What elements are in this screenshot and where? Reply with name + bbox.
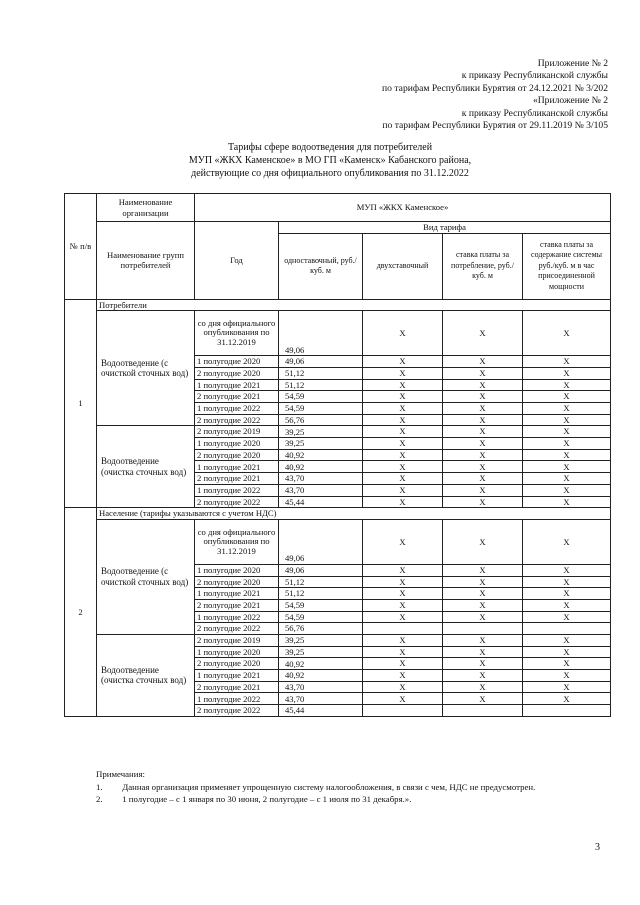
period-cell: со дня официального опубликования по 31.12.2019 [195, 519, 279, 564]
tariff-value: 56,76 [279, 414, 363, 426]
header-one-part: одноставочный, руб./ куб. м [279, 233, 363, 299]
appendix-line: «Приложение № 2 [532, 95, 608, 107]
not-applicable-mark: X [443, 693, 523, 705]
not-applicable-mark: X [523, 449, 611, 461]
not-applicable-mark: X [363, 576, 443, 588]
period-cell: 1 полугодие 2021 [195, 588, 279, 600]
period-cell: 1 полугодие 2021 [195, 461, 279, 473]
note-number: 2. [96, 794, 103, 805]
tariff-value: 49,06 [279, 311, 363, 356]
not-applicable-mark: X [443, 356, 523, 368]
not-applicable-mark [443, 623, 523, 635]
not-applicable-mark: X [363, 681, 443, 693]
not-applicable-mark: X [443, 438, 523, 450]
not-applicable-mark: X [363, 646, 443, 658]
tariff-value: 43,70 [279, 693, 363, 705]
appendix-header [188, 58, 608, 132]
tariff-value: 43,70 [279, 681, 363, 693]
section-number: 2 [65, 508, 97, 717]
tariff-value: 56,76 [279, 623, 363, 635]
not-applicable-mark: X [523, 414, 611, 426]
not-applicable-mark: X [443, 576, 523, 588]
not-applicable-mark: X [363, 426, 443, 438]
not-applicable-mark [523, 705, 611, 717]
period-cell: 2 полугодие 2021 [195, 599, 279, 611]
not-applicable-mark: X [363, 379, 443, 391]
tariff-value: 45,44 [279, 496, 363, 508]
note-item [96, 781, 596, 794]
not-applicable-mark: X [523, 519, 611, 564]
tariff-value: 54,59 [279, 391, 363, 403]
period-cell: 2 полугодие 2019 [195, 635, 279, 647]
not-applicable-mark: X [523, 379, 611, 391]
not-applicable-mark [363, 705, 443, 717]
period-cell: со дня официального опубликования по 31.12.2019 [195, 311, 279, 356]
service-name: Водоотведение (очистка сточных вод) [97, 426, 195, 508]
period-cell: 1 полугодие 2021 [195, 379, 279, 391]
tariff-value: 49,06 [279, 519, 363, 564]
section-row [65, 299, 611, 311]
appendix-line: к приказу Республиканской службы [461, 107, 608, 119]
not-applicable-mark: X [363, 403, 443, 415]
period-cell: 2 полугодие 2021 [195, 391, 279, 403]
note-number: 1. [96, 781, 103, 792]
not-applicable-mark: X [363, 484, 443, 496]
not-applicable-mark: X [443, 426, 523, 438]
header-row [65, 222, 611, 234]
not-applicable-mark: X [443, 403, 523, 415]
tariff-value: 40,92 [279, 449, 363, 461]
tariff-value: 40,92 [279, 670, 363, 682]
not-applicable-mark: X [523, 681, 611, 693]
not-applicable-mark: X [523, 484, 611, 496]
not-applicable-mark: X [523, 473, 611, 485]
not-applicable-mark [363, 623, 443, 635]
period-cell: 1 полугодие 2020 [195, 564, 279, 576]
appendix-line: к приказу Республиканской службы [461, 70, 608, 82]
notes-heading: Примечания: [96, 769, 145, 779]
not-applicable-mark [443, 705, 523, 717]
table-row [65, 519, 611, 564]
header-org-value: МУП «ЖКХ Каменское» [195, 194, 611, 222]
not-applicable-mark: X [443, 379, 523, 391]
title-line: действующие со дня официального опубликования по 31.12.2022 [191, 168, 469, 179]
page-number: 3 [595, 842, 600, 853]
header-year: Год [195, 222, 279, 300]
tariff-value: 54,59 [279, 611, 363, 623]
tariff-value: 51,12 [279, 379, 363, 391]
title-line: МУП «ЖКХ Каменское» в МО ГП «Каменск» Кабанского района, [188, 155, 472, 166]
period-cell: 2 полугодие 2020 [195, 576, 279, 588]
header-consumption-rate: ставка платы за потребление, руб./ куб. м [443, 233, 523, 299]
not-applicable-mark: X [443, 564, 523, 576]
tariff-value: 43,70 [279, 484, 363, 496]
header-capacity-rate: ставка платы за содержание системы руб./куб. м в час присоединенной мощности [523, 233, 611, 299]
not-applicable-mark: X [363, 414, 443, 426]
appendix-line: по тарифам Республики Бурятия от 24.12.2021 № 3/202 [382, 82, 608, 94]
tariff-value: 39,25 [279, 426, 363, 438]
header-consumer-groups: Наименование групп потребителей [97, 222, 195, 300]
not-applicable-mark: X [363, 611, 443, 623]
service-name: Водоотведение (очистка сточных вод) [97, 635, 195, 717]
service-name: Водоотведение (с очисткой сточных вод) [97, 311, 195, 426]
not-applicable-mark: X [363, 449, 443, 461]
period-cell: 2 полугодие 2022 [195, 496, 279, 508]
tariff-value: 51,12 [279, 588, 363, 600]
not-applicable-mark: X [523, 646, 611, 658]
not-applicable-mark: X [523, 588, 611, 600]
tariff-value: 54,59 [279, 599, 363, 611]
not-applicable-mark: X [523, 426, 611, 438]
section-label: Потребители [97, 299, 611, 311]
not-applicable-mark: X [523, 311, 611, 356]
not-applicable-mark: X [363, 311, 443, 356]
not-applicable-mark: X [363, 356, 443, 368]
tariff-value: 45,44 [279, 705, 363, 717]
header-two-part: двухставочный [363, 233, 443, 299]
not-applicable-mark: X [523, 693, 611, 705]
tariff-value: 40,92 [279, 658, 363, 670]
period-cell: 1 полугодие 2022 [195, 403, 279, 415]
not-applicable-mark: X [443, 367, 523, 379]
tariff-value: 40,92 [279, 461, 363, 473]
table-row [65, 426, 611, 438]
period-cell: 2 полугодие 2019 [195, 426, 279, 438]
period-cell: 2 полугодие 2021 [195, 681, 279, 693]
not-applicable-mark: X [363, 599, 443, 611]
not-applicable-mark: X [523, 461, 611, 473]
not-applicable-mark: X [523, 438, 611, 450]
header-org-name: Наименование организации [97, 194, 195, 222]
period-cell: 2 полугодие 2022 [195, 705, 279, 717]
not-applicable-mark: X [523, 403, 611, 415]
not-applicable-mark: X [523, 391, 611, 403]
not-applicable-mark: X [363, 519, 443, 564]
period-cell: 2 полугодие 2022 [195, 623, 279, 635]
not-applicable-mark: X [443, 588, 523, 600]
period-cell: 1 полугодие 2022 [195, 611, 279, 623]
not-applicable-mark: X [363, 588, 443, 600]
title-line: Тарифы сфере водоотведения для потребителей [227, 142, 433, 153]
not-applicable-mark: X [363, 438, 443, 450]
section-number: 1 [65, 299, 97, 508]
not-applicable-mark: X [443, 681, 523, 693]
tariff-value: 51,12 [279, 367, 363, 379]
tariff-value: 43,70 [279, 473, 363, 485]
not-applicable-mark: X [443, 599, 523, 611]
not-applicable-mark: X [363, 391, 443, 403]
not-applicable-mark: X [443, 473, 523, 485]
note-text: Данная организация применяет упрощенную систему налогообложения, в связи с чем, НДС не предусмотрен. [122, 781, 536, 792]
period-cell: 2 полугодие 2022 [195, 414, 279, 426]
tariff-value: 39,25 [279, 635, 363, 647]
header-tariff-type: Вид тарифа [279, 222, 611, 234]
not-applicable-mark: X [523, 564, 611, 576]
not-applicable-mark: X [523, 367, 611, 379]
header-row [65, 194, 611, 222]
period-cell: 1 полугодие 2022 [195, 484, 279, 496]
note-text: 1 полугодие – с 1 января по 30 июня, 2 полугодие – с 1 июля по 31 декабря.». [122, 794, 412, 805]
section-row [65, 508, 611, 520]
not-applicable-mark: X [523, 356, 611, 368]
not-applicable-mark: X [443, 658, 523, 670]
appendix-line: по тарифам Республики Бурятия от 29.11.2019 № 3/105 [382, 120, 608, 132]
tariff-table [64, 193, 611, 717]
tariff-value: 39,25 [279, 438, 363, 450]
not-applicable-mark: X [363, 473, 443, 485]
not-applicable-mark: X [363, 670, 443, 682]
appendix-line: Приложение № 2 [537, 58, 608, 69]
note-item [96, 793, 596, 806]
notes [96, 768, 596, 806]
not-applicable-mark: X [523, 658, 611, 670]
not-applicable-mark: X [523, 670, 611, 682]
period-cell: 1 полугодие 2020 [195, 646, 279, 658]
not-applicable-mark: X [363, 496, 443, 508]
not-applicable-mark: X [443, 414, 523, 426]
period-cell: 1 полугодие 2020 [195, 438, 279, 450]
not-applicable-mark: X [443, 461, 523, 473]
period-cell: 1 полугодие 2022 [195, 693, 279, 705]
not-applicable-mark: X [443, 449, 523, 461]
not-applicable-mark: X [443, 611, 523, 623]
not-applicable-mark: X [443, 635, 523, 647]
period-cell: 1 полугодие 2021 [195, 670, 279, 682]
period-cell: 2 полугодие 2020 [195, 367, 279, 379]
period-cell: 2 полугодие 2020 [195, 658, 279, 670]
period-cell: 1 полугодие 2020 [195, 356, 279, 368]
not-applicable-mark: X [363, 658, 443, 670]
not-applicable-mark: X [443, 670, 523, 682]
tariff-value: 49,06 [279, 356, 363, 368]
tariff-value: 49,06 [279, 564, 363, 576]
tariff-value: 54,59 [279, 403, 363, 415]
not-applicable-mark: X [363, 564, 443, 576]
not-applicable-mark: X [443, 484, 523, 496]
not-applicable-mark: X [523, 611, 611, 623]
not-applicable-mark [523, 623, 611, 635]
not-applicable-mark: X [443, 646, 523, 658]
period-cell: 2 полугодие 2021 [195, 473, 279, 485]
table-row [65, 311, 611, 356]
not-applicable-mark: X [523, 635, 611, 647]
not-applicable-mark: X [523, 599, 611, 611]
document-title [120, 141, 540, 180]
not-applicable-mark: X [363, 367, 443, 379]
not-applicable-mark: X [443, 496, 523, 508]
tariff-value: 39,25 [279, 646, 363, 658]
service-name: Водоотведение (с очисткой сточных вод) [97, 519, 195, 634]
section-label: Население (тарифы указываются с учетом НДС) [97, 508, 611, 520]
not-applicable-mark: X [363, 635, 443, 647]
not-applicable-mark: X [443, 311, 523, 356]
not-applicable-mark: X [523, 496, 611, 508]
not-applicable-mark: X [443, 391, 523, 403]
tariff-value: 51,12 [279, 576, 363, 588]
not-applicable-mark: X [363, 693, 443, 705]
period-cell: 2 полугодие 2020 [195, 449, 279, 461]
not-applicable-mark: X [523, 576, 611, 588]
header-num: № п/в [65, 194, 97, 300]
not-applicable-mark: X [363, 461, 443, 473]
not-applicable-mark: X [443, 519, 523, 564]
table-row [65, 635, 611, 647]
